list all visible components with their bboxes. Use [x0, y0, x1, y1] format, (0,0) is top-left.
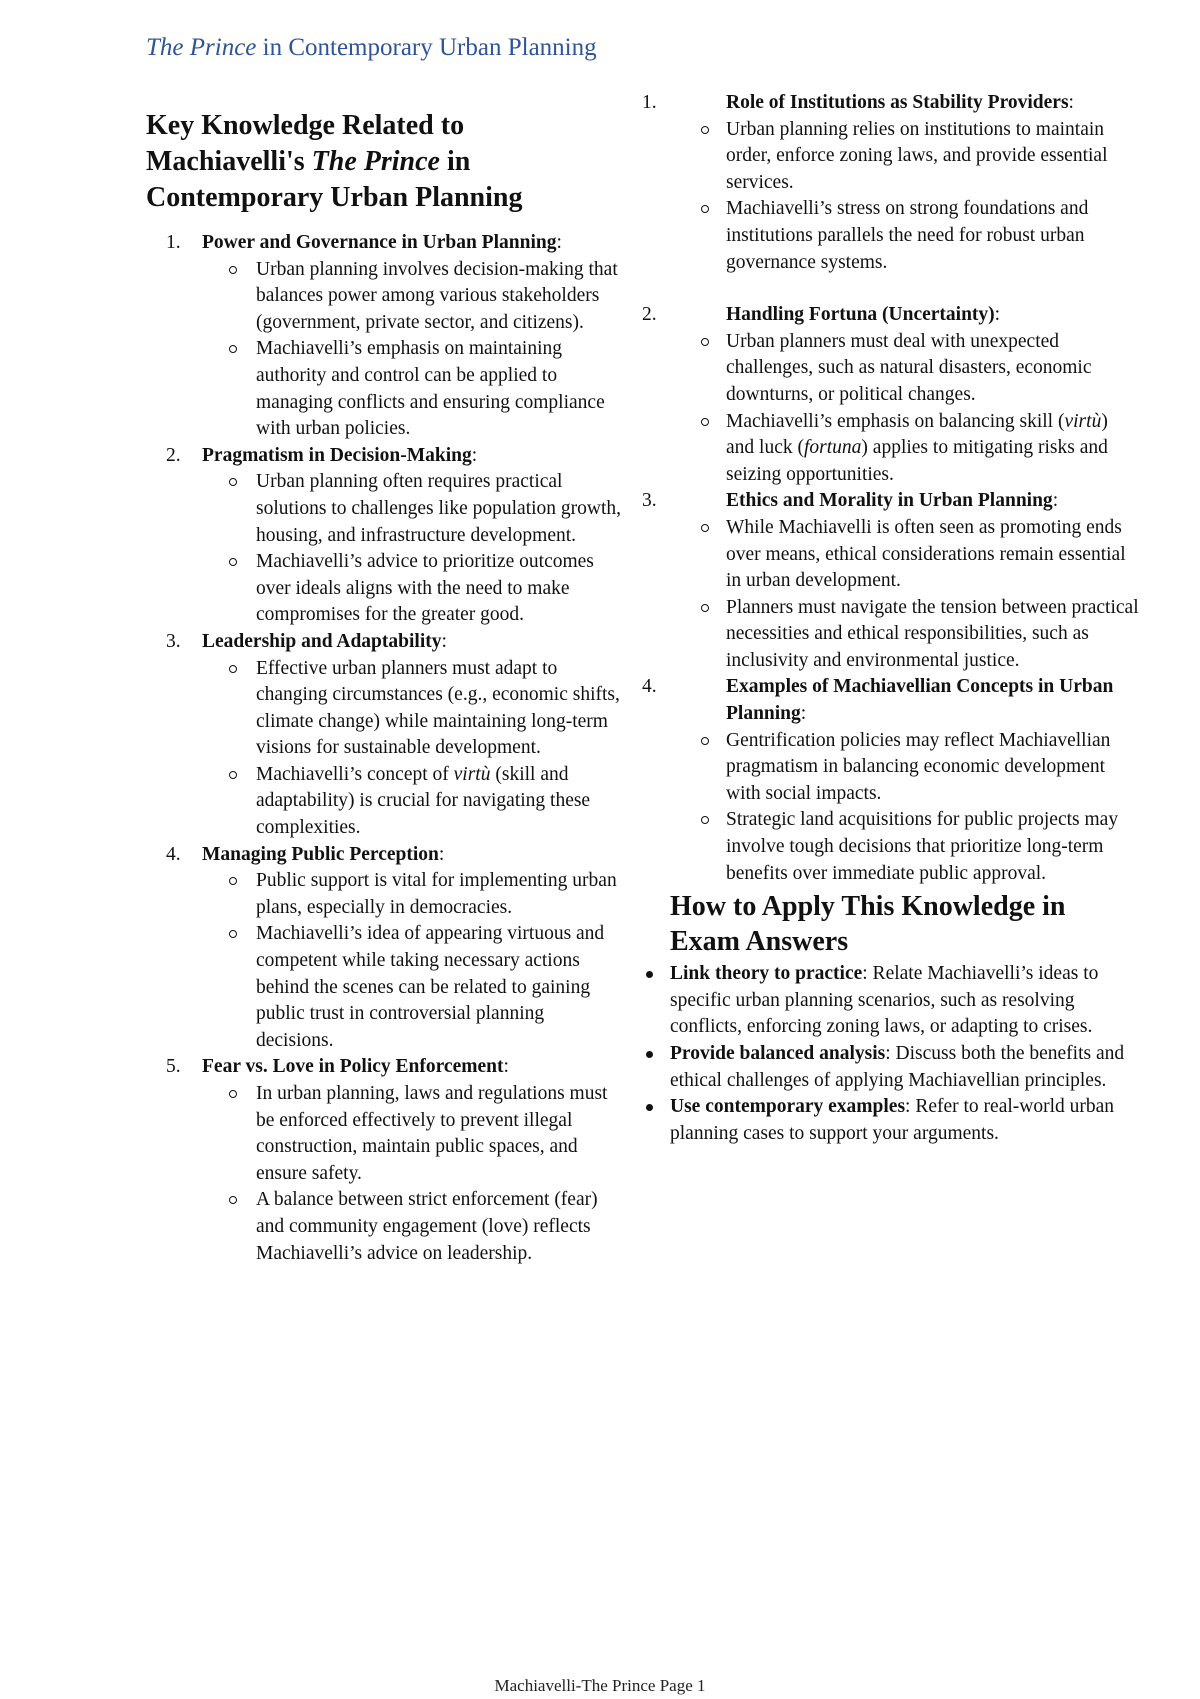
point-number: 5.: [166, 1056, 181, 1078]
sub-item: Planners must navigate the tension between practical necessities and ethical responsibilities, such as inclusivity and environmental justice.: [726, 595, 1140, 675]
colon: :: [438, 843, 445, 865]
point-item: [642, 674, 1140, 887]
point-number: 1.: [166, 232, 181, 253]
colon: :: [994, 304, 1001, 326]
left-column: [146, 108, 626, 1267]
sub-text: ) and luck (: [726, 410, 1108, 459]
sub-item: Public support is vital for implementing urban plans, especially in democracies.: [202, 868, 626, 921]
right-points-list-a: [642, 90, 1140, 276]
colon: :: [441, 630, 447, 652]
sub-item: [202, 762, 626, 842]
sub-item: While Machiavelli is often seen as promoting ends over means, ethical considerations remain essential in urban development.: [726, 515, 1140, 595]
colon: :: [1068, 92, 1074, 113]
sub-item: [726, 409, 1140, 489]
right-column: [642, 90, 1140, 1147]
sub-text: Machiavelli’s concept of: [256, 763, 454, 785]
title-part1: Key Knowledge Related to Machiavelli's: [146, 110, 465, 177]
spacer: [670, 276, 1140, 302]
sub-item: Effective urban planners must adapt to changing circumstances (e.g., economic shifts, climate change) while maintaining long-term visions for sustainable development.: [202, 656, 626, 762]
tip-item: [670, 1094, 1140, 1147]
sub-list: [726, 728, 1140, 888]
page-footer: Machiavelli-The Prince Page 1: [494, 1676, 706, 1695]
point-item: [642, 302, 1140, 488]
title-italic: The Prince: [311, 146, 440, 177]
point-item: [146, 230, 626, 443]
header-title-rest: in Contemporary Urban Planning: [256, 34, 597, 61]
colon: :: [800, 703, 807, 725]
sub-item: Machiavelli’s emphasis on maintaining authority and control can be applied to managing conflicts and ensuring compliance with urban policies.: [202, 336, 626, 442]
point-title: Fear vs. Love in Policy Enforcement: [202, 1056, 504, 1078]
tip-item: [670, 961, 1140, 1041]
sub-text: (skill and adaptability) is crucial for navigating these complexities.: [256, 763, 591, 839]
title-part2: in Contemporary Urban Planning: [146, 146, 523, 213]
tip-item: [670, 1041, 1140, 1094]
sub-list: [202, 656, 626, 842]
sub-item: Machiavelli’s stress on strong foundations and institutions parallels the need for robust urban governance systems.: [726, 196, 1140, 276]
sub-item: Gentrification policies may reflect Machiavellian pragmatism in balancing economic development with social impacts.: [726, 728, 1140, 808]
point-title: Role of Institutions as Stability Providers: [726, 92, 1069, 113]
right-points-list-b: [642, 302, 1140, 887]
point-title: Ethics and Morality in Urban Planning: [726, 490, 1053, 512]
sub-item: Urban planning relies on institutions to maintain order, enforce zoning laws, and provide essential services.: [726, 117, 1140, 197]
colon: :: [471, 444, 478, 466]
sub-item: Urban planners must deal with unexpected challenges, such as natural disasters, economic downturns, or political changes.: [726, 329, 1140, 409]
header-italic-title: The Prince: [146, 34, 257, 61]
point-number: 4.: [166, 843, 181, 865]
colon: :: [556, 232, 562, 253]
tip-title: Link theory to practice: [670, 963, 863, 985]
sub-list: [726, 329, 1140, 489]
point-item: [642, 488, 1140, 674]
sub-list: [726, 117, 1140, 277]
tip-title: Use contemporary examples: [670, 1096, 906, 1118]
tips-list: [670, 961, 1140, 1147]
colon: :: [1052, 490, 1059, 512]
sub-list: [202, 469, 626, 629]
tip-text: : Relate Machiavelli’s ideas to specific urban planning scenarios, such as resolving conflicts, enforcing zoning laws, or adapting to crises.: [670, 963, 1099, 1038]
point-title: Pragmatism in Decision-Making: [202, 444, 472, 466]
point-item: [642, 90, 1140, 276]
sub-item: A balance between strict enforcement (fear) and community engagement (love) reflects Machiavelli’s advice on leadership.: [202, 1187, 626, 1267]
fortuna-term: fortuna: [803, 437, 862, 459]
sub-item: Urban planning often requires practical solutions to challenges like population growth, housing, and infrastructure development.: [202, 469, 626, 549]
point-item: [146, 1054, 626, 1267]
point-title: Managing Public Perception: [202, 843, 439, 865]
point-title: Power and Governance in Urban Planning: [202, 232, 557, 253]
colon: :: [503, 1056, 509, 1078]
sub-list: [202, 1081, 626, 1267]
virtu-term: virtù: [1064, 410, 1102, 432]
point-number: 4.: [642, 676, 657, 698]
sub-list: [202, 868, 626, 1054]
point-title: Handling Fortuna (Uncertainty): [726, 304, 995, 326]
sub-item: Machiavelli’s idea of appearing virtuous and competent while taking necessary actions behind the scenes can be related to gaining public trust in controversial planning decisions.: [202, 921, 626, 1054]
apply-section-title: How to Apply This Knowledge in Exam Answers: [670, 891, 1066, 958]
virtu-term: virtù: [453, 763, 491, 785]
sub-item: Strategic land acquisitions for public projects may involve tough decisions that prioritize long-term benefits over immediate public approval.: [726, 807, 1140, 887]
point-number: 3.: [166, 630, 181, 652]
sub-item: In urban planning, laws and regulations must be enforced effectively to prevent illegal construction, maintain public spaces, and ensure safety.: [202, 1081, 626, 1187]
point-number: 3.: [642, 490, 657, 512]
tip-text: : Refer to real-world urban planning cases to support your arguments.: [670, 1096, 1115, 1144]
point-item: [146, 629, 626, 842]
sub-text: Machiavelli’s emphasis on balancing skill (: [726, 410, 1065, 432]
point-title: Leadership and Adaptability: [202, 630, 442, 652]
sub-list: [726, 515, 1140, 675]
sub-list: [202, 257, 626, 443]
tip-title: Provide balanced analysis: [670, 1043, 886, 1064]
sub-item: Urban planning involves decision-making that balances power among various stakeholders (government, private sector, and citizens).: [202, 257, 626, 337]
point-number: 2.: [642, 304, 657, 326]
point-number: 1.: [642, 92, 657, 113]
document-title: [146, 108, 626, 216]
sub-item: Machiavelli’s advice to prioritize outcomes over ideals aligns with the need to make compromises for the greater good.: [202, 549, 626, 629]
tip-text: : Discuss both the benefits and ethical challenges of applying Machiavellian principles.: [670, 1043, 1125, 1091]
point-number: 2.: [166, 444, 181, 466]
left-points-list: [146, 230, 626, 1267]
point-item: [146, 842, 626, 1055]
point-title: Examples of Machiavellian Concepts in Urban Planning: [726, 676, 1114, 725]
page-header: [146, 34, 597, 62]
point-item: [146, 443, 626, 629]
sub-text: ) applies to mitigating risks and seizing opportunities.: [726, 437, 1108, 485]
